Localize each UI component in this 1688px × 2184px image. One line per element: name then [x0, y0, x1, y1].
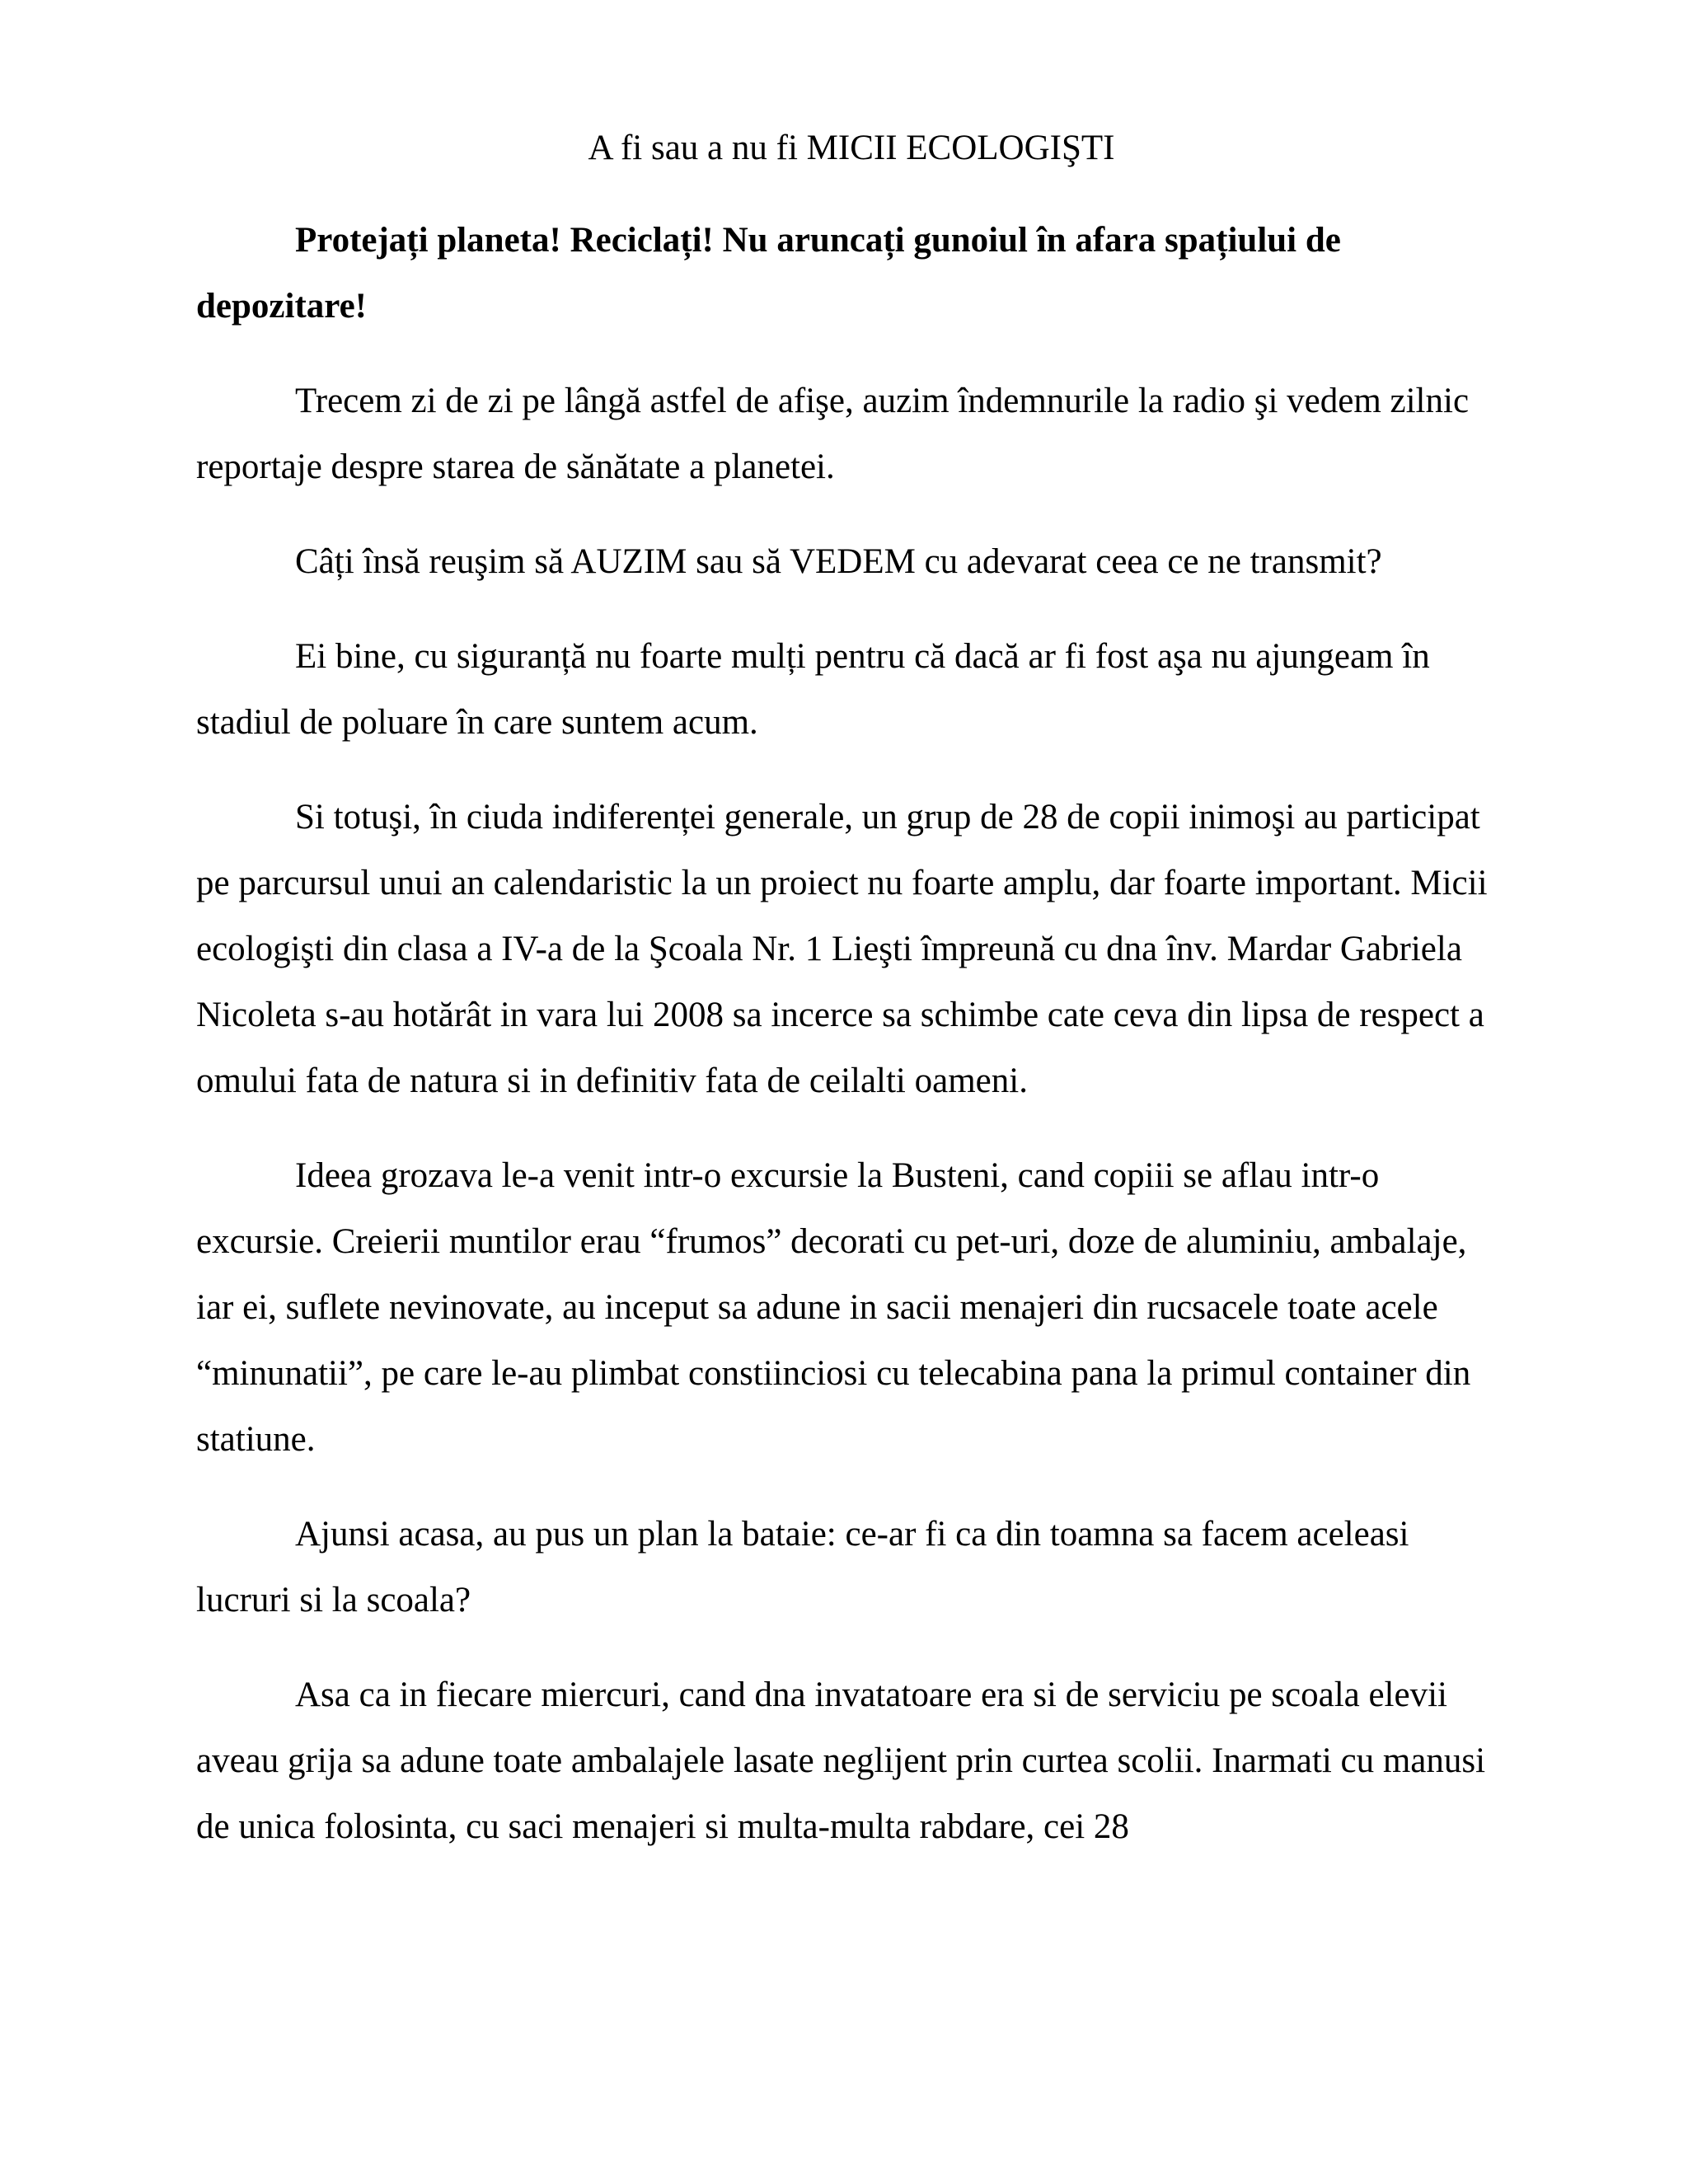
paragraph-1: Trecem zi de zi pe lângă astfel de afişe, auzim îndemnurile la radio şi vedem zilnic reportaje despre starea de sănătate a planetei.	[196, 382, 1470, 486]
paragraph-4: Si totuşi, în ciuda indiferenței generale, un grup de 28 de copii inimoşi au participat pe parcursul unui an calendaristic la un proiect nu foarte amplu, dar foarte important. Micii ecologişti din clasa a IV-a de la Şcoala Nr. 1 Lieşti împreună cu dna înv. Mardar Gabriela Nicoleta s-au hotărât in vara lui 2008 sa incerce sa schimbe cate ceva din lipsa de respect a omului fata de natura si in definitiv fata de ceilalti oameni.	[196, 798, 1488, 1100]
slogan-paragraph: Protejați planeta! Reciclați! Nu aruncați gunoiul în afara spațiului de depozitare!	[196, 221, 1341, 326]
paragraph-2: Câți însă reuşim să AUZIM sau să VEDEM cu adevarat ceea ce ne transmit?	[295, 542, 1382, 581]
paragraph-6: Ajunsi acasa, au pus un plan la bataie: ce-ar fi ca din toamna sa facem aceleasi lucruri si la scoala?	[196, 1515, 1409, 1619]
paragraph-7: Asa ca in fiecare miercuri, cand dna invatatoare era si de serviciu pe scoala elevii aveau grija sa adune toate ambalajele lasate neglijent prin curtea scolii. Inarmati cu manusi de unica folosinta, cu saci menajeri si multa-multa rabdare, cei 28	[196, 1675, 1486, 1846]
paragraph-5: Ideea grozava le-a venit intr-o excursie la Busteni, cand copiii se aflau intr-o excursie. Creierii muntilor erau “frumos” decorati cu pet-uri, doze de aluminiu, ambalaje, iar ei, suflete nevinovate, au inceput sa adune in sacii menajeri din rucsacele toate acele “minunatii”, pe care le-au plimbat constiinciosi cu telecabina pana la primul container din statiune.	[196, 1156, 1471, 1459]
document-body	[196, 115, 1507, 1860]
paragraph-3: Ei bine, cu siguranță nu foarte mulți pentru că dacă ar fi fost aşa nu ajungeam în stadiul de poluare în care suntem acum.	[196, 637, 1430, 742]
document-title: A fi sau a nu fi MICII ECOLOGIŞTI	[588, 129, 1115, 167]
